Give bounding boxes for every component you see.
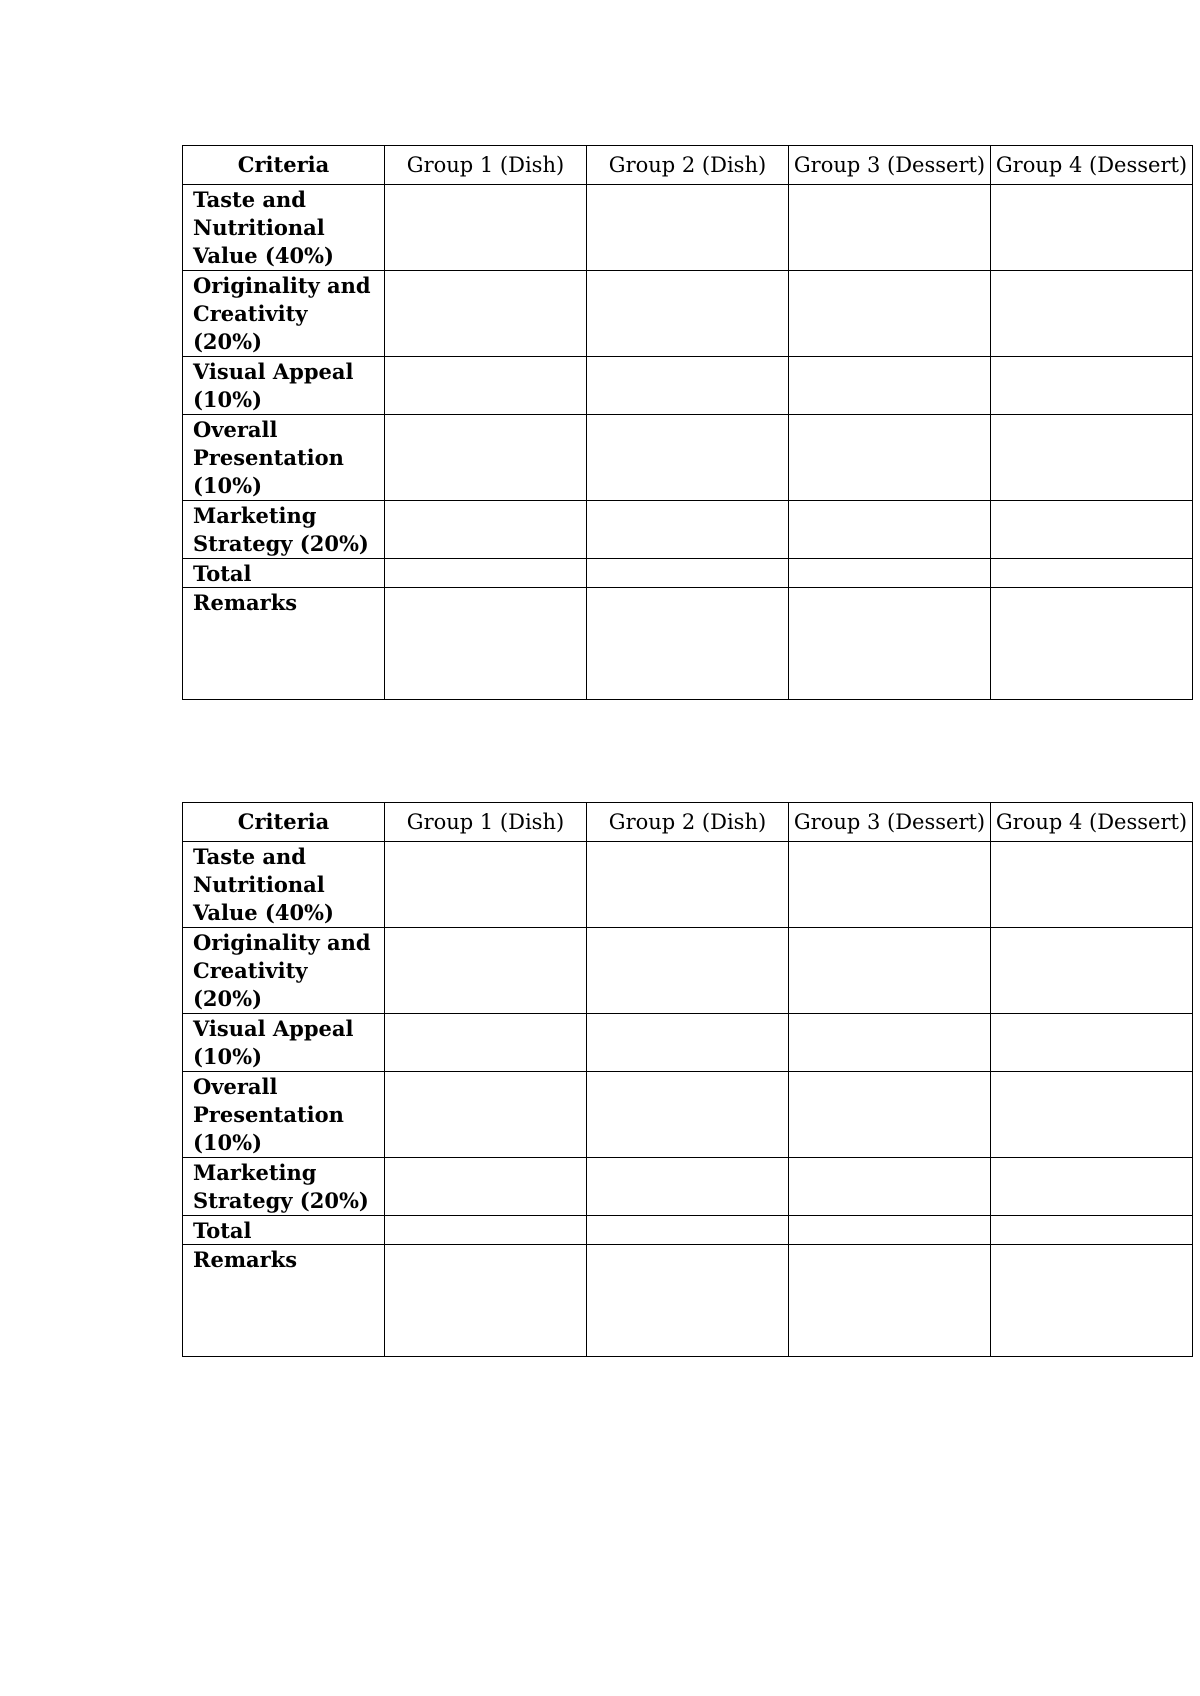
criteria-taste: Taste and Nutritional Value (40%) bbox=[183, 842, 385, 928]
table-row bbox=[183, 559, 1193, 588]
score-cell[interactable] bbox=[385, 1014, 587, 1072]
header-row bbox=[183, 146, 1193, 185]
criteria-marketing: Marketing Strategy (20%) bbox=[183, 1158, 385, 1216]
remarks-cell[interactable] bbox=[789, 588, 991, 700]
table-row bbox=[183, 1216, 1193, 1245]
score-cell[interactable] bbox=[587, 415, 789, 501]
score-cell[interactable] bbox=[789, 1072, 991, 1158]
total-cell[interactable] bbox=[587, 559, 789, 588]
table-row bbox=[183, 185, 1193, 271]
criteria-total: Total bbox=[183, 559, 385, 588]
criteria-remarks: Remarks bbox=[183, 1245, 385, 1357]
score-cell[interactable] bbox=[991, 501, 1193, 559]
score-cell[interactable] bbox=[991, 185, 1193, 271]
remarks-cell[interactable] bbox=[587, 1245, 789, 1357]
header-criteria: Criteria bbox=[183, 146, 385, 185]
header-group-4: Group 4 (Dessert) bbox=[991, 146, 1193, 185]
header-criteria: Criteria bbox=[183, 803, 385, 842]
criteria-originality: Originality and Creativity (20%) bbox=[183, 928, 385, 1014]
table-row bbox=[183, 1158, 1193, 1216]
criteria-originality: Originality and Creativity (20%) bbox=[183, 271, 385, 357]
score-cell[interactable] bbox=[991, 415, 1193, 501]
table-row bbox=[183, 357, 1193, 415]
score-cell[interactable] bbox=[587, 928, 789, 1014]
score-cell[interactable] bbox=[789, 842, 991, 928]
remarks-cell[interactable] bbox=[789, 1245, 991, 1357]
score-cell[interactable] bbox=[385, 1072, 587, 1158]
table-row bbox=[183, 415, 1193, 501]
total-cell[interactable] bbox=[385, 559, 587, 588]
score-cell[interactable] bbox=[789, 415, 991, 501]
score-cell[interactable] bbox=[789, 928, 991, 1014]
score-cell[interactable] bbox=[587, 842, 789, 928]
score-cell[interactable] bbox=[385, 1158, 587, 1216]
score-cell[interactable] bbox=[385, 842, 587, 928]
score-cell[interactable] bbox=[991, 928, 1193, 1014]
criteria-taste: Taste and Nutritional Value (40%) bbox=[183, 185, 385, 271]
total-cell[interactable] bbox=[385, 1216, 587, 1245]
remarks-cell[interactable] bbox=[991, 1245, 1193, 1357]
score-cell[interactable] bbox=[587, 185, 789, 271]
remarks-cell[interactable] bbox=[587, 588, 789, 700]
criteria-visual-appeal: Visual Appeal (10%) bbox=[183, 357, 385, 415]
remarks-cell[interactable] bbox=[385, 1245, 587, 1357]
header-group-4: Group 4 (Dessert) bbox=[991, 803, 1193, 842]
score-cell[interactable] bbox=[587, 1158, 789, 1216]
table-row bbox=[183, 1072, 1193, 1158]
score-cell[interactable] bbox=[991, 842, 1193, 928]
table-row bbox=[183, 1014, 1193, 1072]
header-group-1: Group 1 (Dish) bbox=[385, 803, 587, 842]
score-cell[interactable] bbox=[385, 185, 587, 271]
remarks-cell[interactable] bbox=[991, 588, 1193, 700]
header-group-2: Group 2 (Dish) bbox=[587, 146, 789, 185]
table-row bbox=[183, 1245, 1193, 1357]
score-cell[interactable] bbox=[789, 1158, 991, 1216]
criteria-visual-appeal: Visual Appeal (10%) bbox=[183, 1014, 385, 1072]
score-cell[interactable] bbox=[587, 501, 789, 559]
criteria-presentation: Overall Presentation (10%) bbox=[183, 415, 385, 501]
score-cell[interactable] bbox=[385, 271, 587, 357]
criteria-total: Total bbox=[183, 1216, 385, 1245]
scoring-rubric-table-1 bbox=[182, 145, 1193, 700]
score-cell[interactable] bbox=[991, 1072, 1193, 1158]
score-cell[interactable] bbox=[789, 185, 991, 271]
score-cell[interactable] bbox=[991, 1158, 1193, 1216]
score-cell[interactable] bbox=[385, 501, 587, 559]
total-cell[interactable] bbox=[991, 1216, 1193, 1245]
score-cell[interactable] bbox=[789, 1014, 991, 1072]
table-row bbox=[183, 501, 1193, 559]
total-cell[interactable] bbox=[587, 1216, 789, 1245]
score-cell[interactable] bbox=[789, 357, 991, 415]
score-cell[interactable] bbox=[789, 501, 991, 559]
table-row bbox=[183, 588, 1193, 700]
score-cell[interactable] bbox=[385, 357, 587, 415]
header-row bbox=[183, 803, 1193, 842]
criteria-presentation: Overall Presentation (10%) bbox=[183, 1072, 385, 1158]
header-group-3: Group 3 (Dessert) bbox=[789, 803, 991, 842]
total-cell[interactable] bbox=[789, 1216, 991, 1245]
header-group-1: Group 1 (Dish) bbox=[385, 146, 587, 185]
header-group-2: Group 2 (Dish) bbox=[587, 803, 789, 842]
score-cell[interactable] bbox=[789, 271, 991, 357]
criteria-remarks: Remarks bbox=[183, 588, 385, 700]
score-cell[interactable] bbox=[991, 357, 1193, 415]
score-cell[interactable] bbox=[385, 415, 587, 501]
score-cell[interactable] bbox=[587, 271, 789, 357]
score-cell[interactable] bbox=[991, 1014, 1193, 1072]
total-cell[interactable] bbox=[991, 559, 1193, 588]
score-cell[interactable] bbox=[587, 1014, 789, 1072]
table-row bbox=[183, 271, 1193, 357]
score-cell[interactable] bbox=[991, 271, 1193, 357]
criteria-marketing: Marketing Strategy (20%) bbox=[183, 501, 385, 559]
header-group-3: Group 3 (Dessert) bbox=[789, 146, 991, 185]
score-cell[interactable] bbox=[587, 1072, 789, 1158]
score-cell[interactable] bbox=[385, 928, 587, 1014]
table-row bbox=[183, 842, 1193, 928]
score-cell[interactable] bbox=[587, 357, 789, 415]
table-row bbox=[183, 928, 1193, 1014]
total-cell[interactable] bbox=[789, 559, 991, 588]
scoring-rubric-table-2 bbox=[182, 802, 1193, 1357]
remarks-cell[interactable] bbox=[385, 588, 587, 700]
